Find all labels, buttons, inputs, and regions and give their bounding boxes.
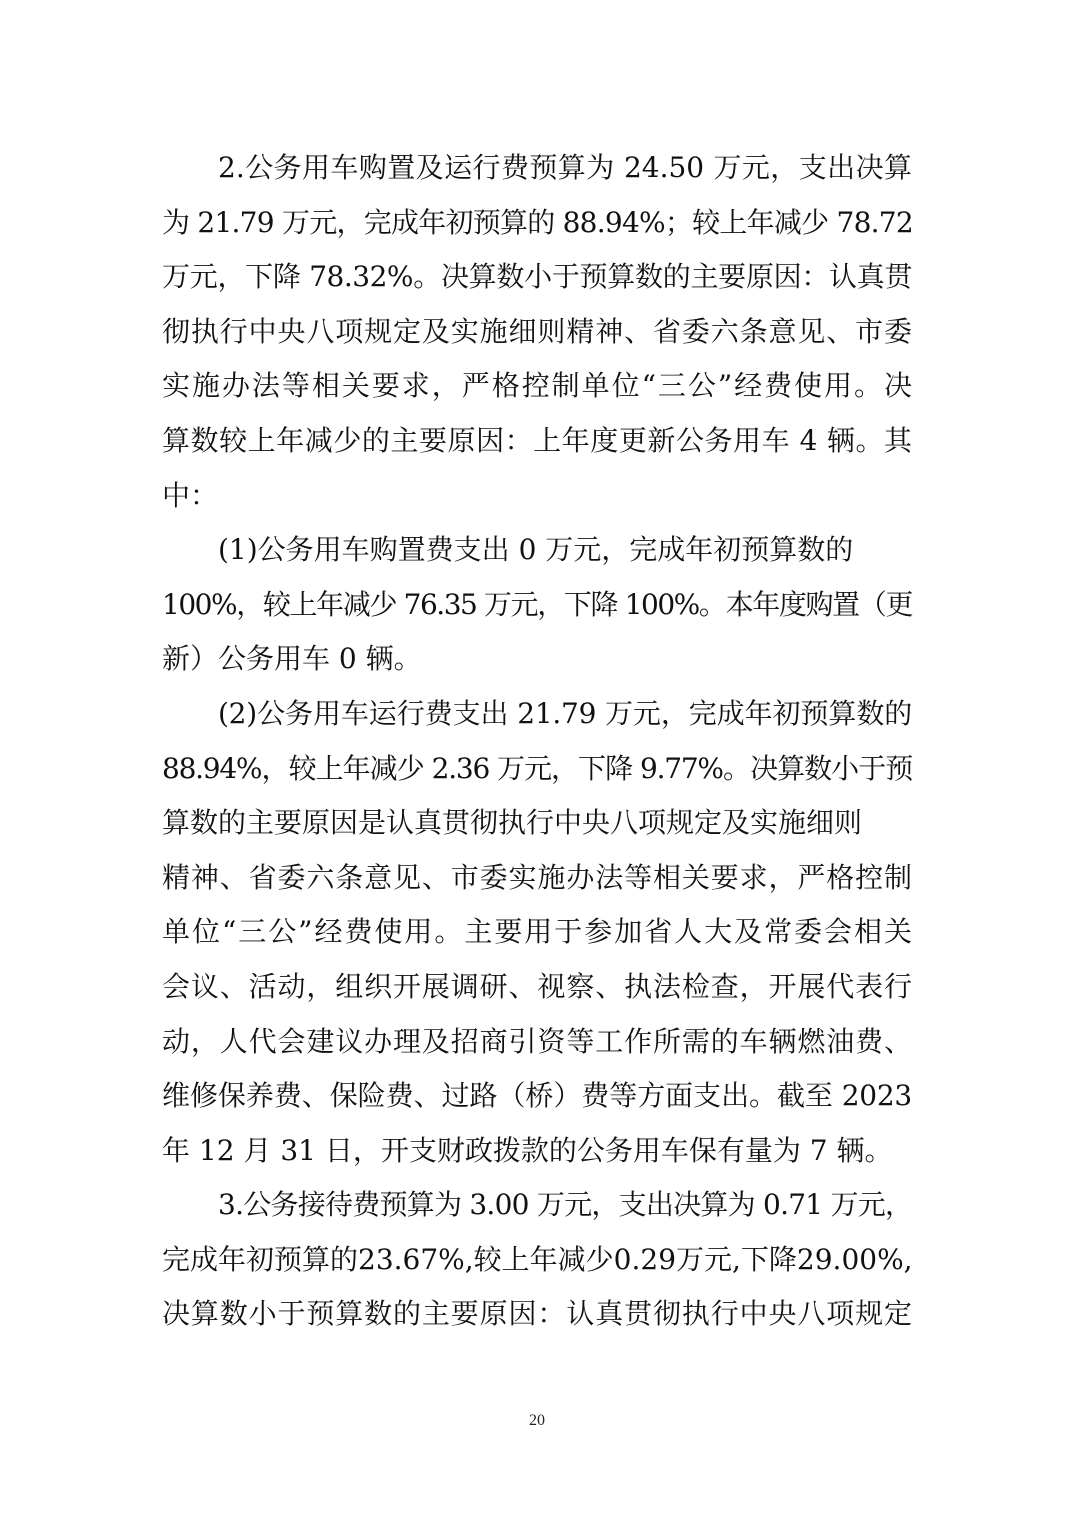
paragraph-4-line-2: 完成年初预算的23.67%,较上年减少0.29万元,下降29.00%, [162,1242,913,1276]
paragraph-2-line-3: 新）公务用车 0 辆。 [162,642,422,676]
page-number: 20 [529,1412,545,1429]
paragraph-1-line-4: 彻执行中央八项规定及实施细则精神、省委六条意见、市委 [162,314,912,348]
paragraph-3-line-9: 年 12 月 31 日，开支财政拨款的公务用车保有量为 7 辆。 [162,1133,893,1167]
paragraph-3-line-3: 算数的主要原因是认真贯彻执行中央八项规定及实施细则 [162,806,863,840]
paragraph-1-line-1: 2.公务用车购置及运行费预算为 24.50 万元，支出决算 [218,151,912,184]
paragraph-2-line-1: (1)公务用车购置费支出 0 万元，完成年初预算数的 [218,533,854,567]
paragraph-1-line-6: 算数较上年减少的主要原因：上年度更新公务用车 4 辆。其 [162,423,912,457]
paragraph-1-line-3: 万元，下降 78.32%。决算数小于预算数的主要原因：认真贯 [162,260,912,294]
paragraph-1-line-2: 为 21.79 万元，完成年初预算的 88.94%；较上年减少 78.72 [162,205,913,239]
paragraph-3-line-4: 精神、省委六条意见、市委实施办法等相关要求，严格控制 [162,860,912,894]
paragraph-3-line-8: 维修保养费、保险费、过路（桥）费等方面支出。截至 2023 [162,1079,912,1113]
paragraph-3-line-1: (2)公务用车运行费支出 21.79 万元，完成年初预算数的 [218,696,912,730]
paragraph-3-line-5: 单位“三公”经费使用。主要用于参加省人大及常委会相关 [162,915,912,949]
paragraph-2-line-2: 100%，较上年减少 76.35 万元，下降 100%。本年度购置（更 [162,587,912,621]
paragraph-3-line-6: 会议、活动，组织开展调研、视察、执法检查，开展代表行 [162,969,912,1003]
paragraph-4-line-1: 3.公务接待费预算为 3.00 万元，支出决算为 0.71 万元， [218,1188,913,1222]
paragraph-3-line-7: 动，人代会建议办理及招商引资等工作所需的车辆燃油费、 [162,1024,912,1058]
paragraph-4-line-3: 决算数小于预算数的主要原因：认真贯彻执行中央八项规定 [162,1297,912,1331]
paragraph-1-line-5: 实施办法等相关要求，严格控制单位“三公”经费使用。决 [162,369,912,403]
paragraph-1-line-7: 中： [162,478,219,512]
document-body [162,141,912,1342]
paragraph-3-line-2: 88.94%，较上年减少 2.36 万元，下降 9.77%。决算数小于预 [162,751,912,785]
